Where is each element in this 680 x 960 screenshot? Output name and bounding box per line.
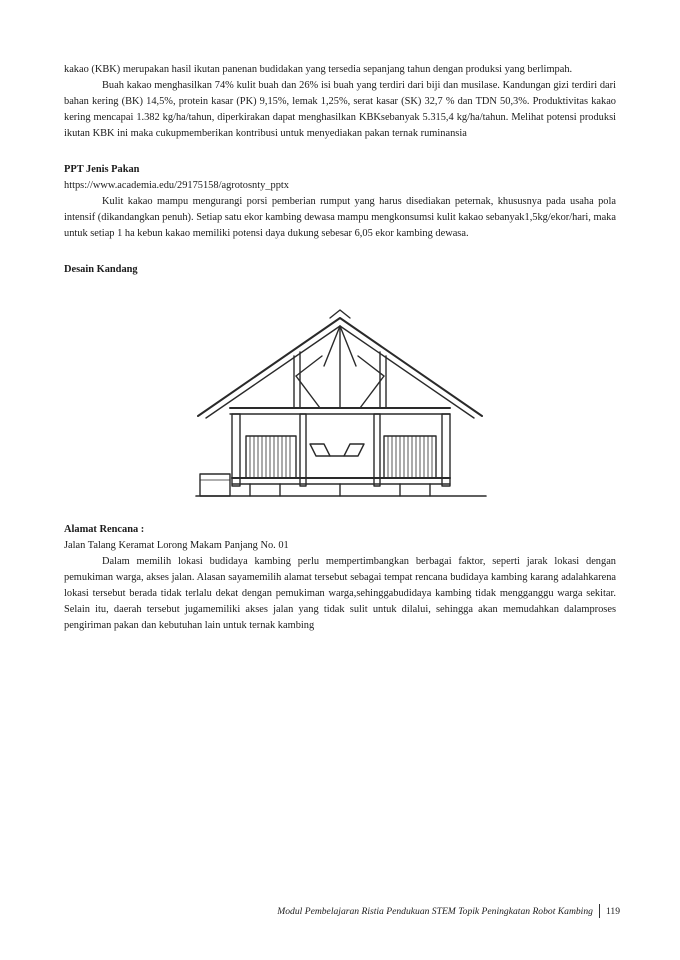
heading-desain-kandang: Desain Kandang: [64, 264, 138, 275]
heading-jenis-pakan: PPT Jenis Pakan: [64, 164, 140, 175]
page-number: 119: [605, 905, 620, 917]
page-content: [64, 62, 616, 634]
paragraph-pakan: Kulit kakao mampu mengurangi porsi pemberian rumput yang harus disediakan peternak, khususnya pada usaha pola intensif (dikandangkan penuh). Setiap satu ekor kambing dewasa mampu mengkonsumsi kulit kakao sebanyak1,5kg/ekor/hari, maka untuk setiap 1 ha kebun kakao memiliki potensi daya dukung sebesar 6,05 ekor kambing dewasa.: [64, 196, 616, 239]
heading-alamat: Alamat Rencana :: [64, 524, 145, 535]
address-line: Jalan Talang Keramat Lorong Makam Panjang No. 01: [64, 540, 289, 551]
page-footer: [64, 904, 620, 918]
paragraph-nutrition: Buah kakao menghasilkan 74% kulit buah dan 26% isi buah yang terdiri dari biji dan musilase. Kandungan gizi terdiri dari bahan kering (BK) 14,5%, protein kasar (PK) 9,15%, lemak 1,25%, serat kasar (SK) 32,7 % dan TDN 50,3%. Produktivitas kakao kering mencapai 1.382 kg/ha/tahun, diperkirakan dapat menghasilkan KBKsebanyak 5.315,4 kg/ha/tahun. Melihat potensi produksi ikutan KBK ini maka cukupmemberikan kontribusi untuk menyediakan pakan ternak ruminansia: [64, 80, 616, 139]
paragraph-kbk-intro: kakao (KBK) merupakan hasil ikutan panenan budidakan yang tersedia sepanjang tahun dengan produksi yang berlimpah.: [64, 64, 573, 75]
footer-divider: [599, 904, 600, 918]
paragraph-alamat: Dalam memilih lokasi budidaya kambing perlu mempertimbangkan berbagai faktor, seperti jarak lokasi dengan pemukiman warga, akses jalan. Alasan sayamemilih alamat tersebut sebagai tempat rencana budidaya kambing karang adalahkarena lokasi tersebut berada tidak terlalu dekat dengan pemukiman warga,sehinggabudidaya kambing tidak mengganggu warga sekitar. Selain itu, daerah tersebut jugamemiliki akses jalan yang tidak sulit untuk dilalui, sehingga akan memudahkan dalamproses pengiriman pakan dan kebutuhan lain untuk ternak kambing: [64, 556, 616, 631]
goat-barn-drawing: [190, 296, 490, 506]
barn-figure: [64, 296, 616, 506]
reference-url[interactable]: https://www.academia.edu/29175158/agrotosnty_pptx: [64, 180, 289, 191]
footer-title: Modul Pembelajaran Ristia Pendukuan STEM Topik Peningkatan Robot Kambing: [277, 905, 593, 917]
